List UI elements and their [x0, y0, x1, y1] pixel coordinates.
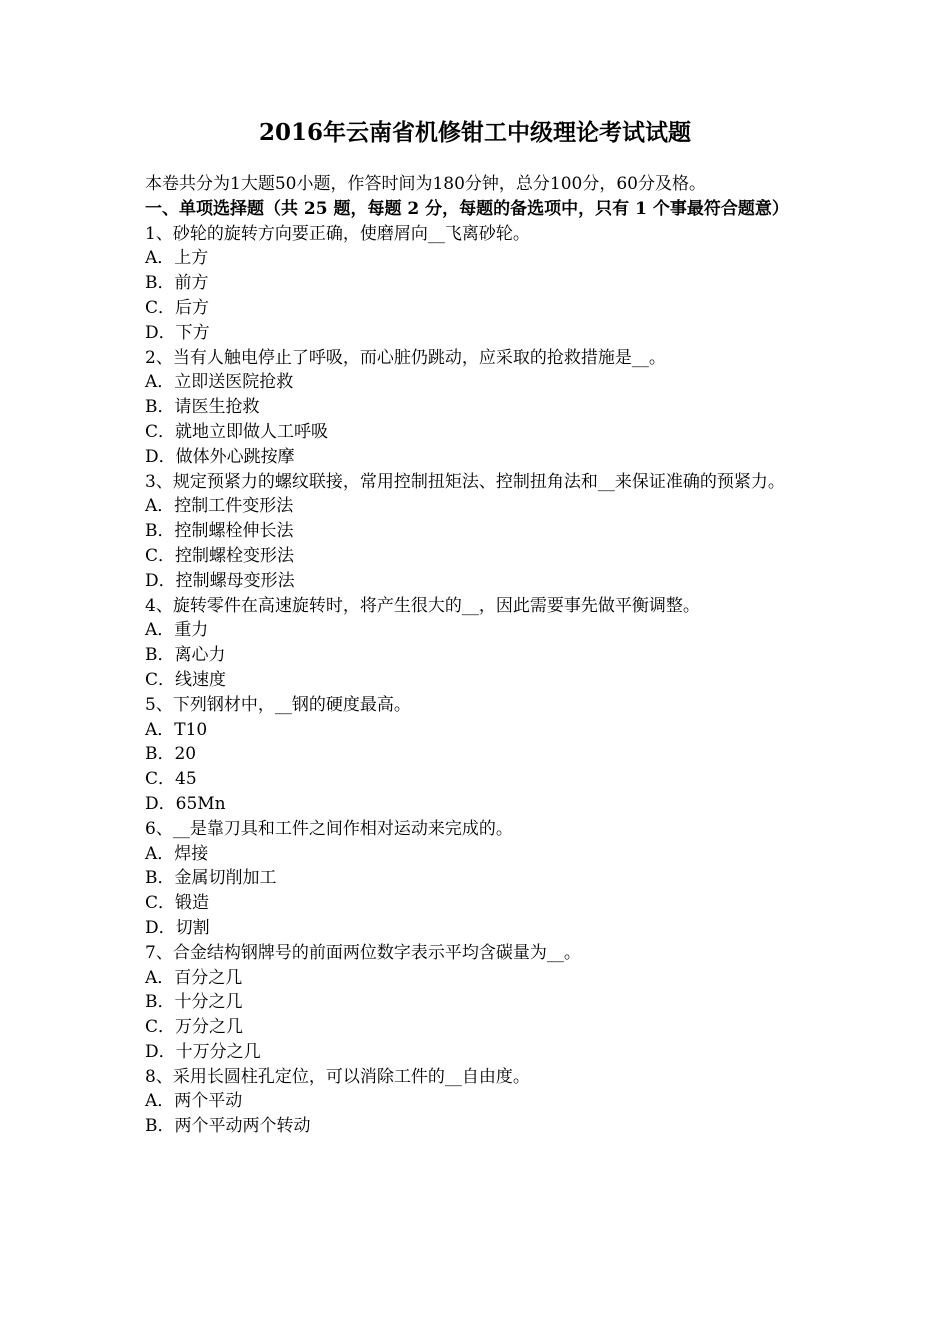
answer-option: D．65Mn	[145, 793, 226, 814]
section-heading: 一、单项选择题（共 25 题，每题 2 分，每题的备选项中，只有 1 个事最符合题意）	[145, 198, 789, 219]
question-block	[145, 222, 810, 346]
document-title: 2016年云南省机修钳工中级理论考试试题	[258, 119, 691, 146]
document-body	[145, 172, 810, 1139]
answer-option: A．重力	[145, 620, 209, 641]
answer-option: C．万分之几	[145, 1017, 244, 1038]
answer-option: A．T10	[145, 719, 208, 740]
answer-option: B．控制螺栓伸长法	[145, 521, 294, 542]
question-stem: 3、规定预紧力的螺纹联接，常用控制扭矩法、控制扭角法和__来保证准确的预紧力。	[145, 471, 785, 492]
question-block	[145, 346, 810, 470]
answer-option: C．就地立即做人工呼吸	[145, 421, 329, 442]
question-block	[145, 693, 810, 817]
answer-option: C．线速度	[145, 669, 227, 690]
question-stem: 4、旋转零件在高速旋转时，将产生很大的__，因此需要事先做平衡调整。	[145, 595, 700, 616]
answer-option: C．后方	[145, 297, 210, 318]
question-stem: 7、合金结构钢牌号的前面两位数字表示平均含碳量为__。	[145, 942, 581, 963]
question-stem: 8、采用长圆柱孔定位，可以消除工件的__自由度。	[145, 1066, 530, 1087]
answer-option: C．控制螺栓变形法	[145, 545, 295, 566]
question-block	[145, 470, 810, 594]
answer-option: B．离心力	[145, 645, 226, 666]
answer-option: A．立即送医院抢救	[145, 372, 294, 393]
answer-option: D．控制螺母变形法	[145, 570, 295, 591]
question-block	[145, 817, 810, 941]
answer-option: A．上方	[145, 248, 209, 269]
question-block	[145, 594, 810, 693]
answer-option: D．下方	[145, 322, 210, 343]
question-stem: 5、下列钢材中，__钢的硬度最高。	[145, 694, 411, 715]
question-stem: 1、砂轮的旋转方向要正确，使磨屑向__飞离砂轮。	[145, 223, 530, 244]
question-stem: 2、当有人触电停止了呼吸，而心脏仍跳动，应采取的抢救措施是__。	[145, 347, 666, 368]
question-block	[145, 941, 810, 1065]
answer-option: C．45	[145, 769, 197, 790]
answer-option: A．百分之几	[145, 967, 243, 988]
answer-option: B．金属切削加工	[145, 868, 277, 889]
exam-intro: 本卷共分为1大题50小题，作答时间为180分钟，总分100分，60分及格。	[145, 174, 706, 194]
answer-option: B．两个平动两个转动	[145, 1116, 311, 1137]
answer-option: B．请医生抢救	[145, 397, 260, 418]
question-stem: 6、__是靠刀具和工件之间作相对运动来完成的。	[145, 818, 513, 839]
answer-option: D．做体外心跳按摩	[145, 446, 295, 467]
answer-option: D．切割	[145, 917, 210, 938]
question-block	[145, 1065, 810, 1139]
answer-option: A．两个平动	[145, 1091, 243, 1112]
answer-option: A．焊接	[145, 843, 209, 864]
answer-option: C．锻造	[145, 893, 210, 914]
answer-option: B．20	[145, 744, 197, 765]
answer-option: B．前方	[145, 273, 209, 294]
answer-option: A．控制工件变形法	[145, 496, 294, 517]
answer-option: D．十万分之几	[145, 1041, 261, 1062]
answer-option: B．十分之几	[145, 992, 243, 1013]
